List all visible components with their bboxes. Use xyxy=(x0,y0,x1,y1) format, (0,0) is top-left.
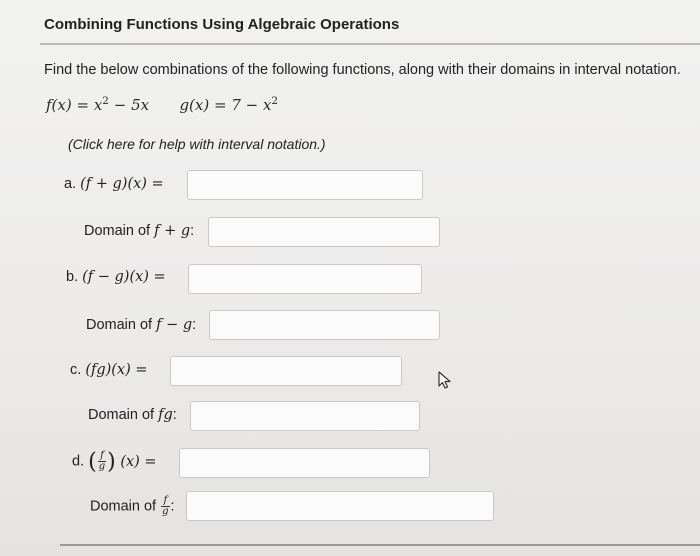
instructions-text: Find the below combinations of the following functions, along with their domains in interval notation. xyxy=(44,62,681,78)
part-b-domain-input[interactable] xyxy=(209,310,440,340)
part-a-answer-input[interactable] xyxy=(187,170,423,200)
part-c-label: c. (fg)(x) = xyxy=(70,362,148,378)
part-a-domain-input[interactable] xyxy=(208,217,440,247)
part-d-answer-input[interactable] xyxy=(179,448,430,478)
part-d-domain-label: Domain of $\frac{f}{g}$ : xyxy=(90,495,175,517)
part-a-domain-label: Domain of f + g: xyxy=(84,223,195,239)
help-text: (Click here for help with interval notation.) xyxy=(68,136,326,152)
mouse-pointer-icon xyxy=(437,371,453,389)
part-d-domain-input[interactable] xyxy=(186,491,494,521)
title-divider xyxy=(40,43,700,45)
page-title: Combining Functions Using Algebraic Operations xyxy=(44,16,400,33)
part-b-label: b. (f − g)(x) = xyxy=(66,269,166,285)
part-a-label: a. (f + g)(x) = xyxy=(64,176,164,192)
part-b-answer-input[interactable] xyxy=(188,264,422,294)
part-c-domain-label: Domain of fg: xyxy=(88,407,177,423)
part-c-answer-input[interactable] xyxy=(170,356,402,386)
interval-notation-help-link[interactable]: Click here xyxy=(72,136,135,152)
part-b-domain-label: Domain of f − g: xyxy=(86,317,197,333)
f-definition: $f(x) = x^2 - 5x$ xyxy=(46,95,150,114)
function-definitions xyxy=(46,95,278,114)
part-c-domain-input[interactable] xyxy=(190,401,420,431)
bottom-divider xyxy=(60,544,700,546)
part-d-label: d. ( $\frac{f}{g}$ ) (x) = xyxy=(72,449,157,474)
g-definition: $g(x) = 7 - x^2$ xyxy=(179,95,279,114)
